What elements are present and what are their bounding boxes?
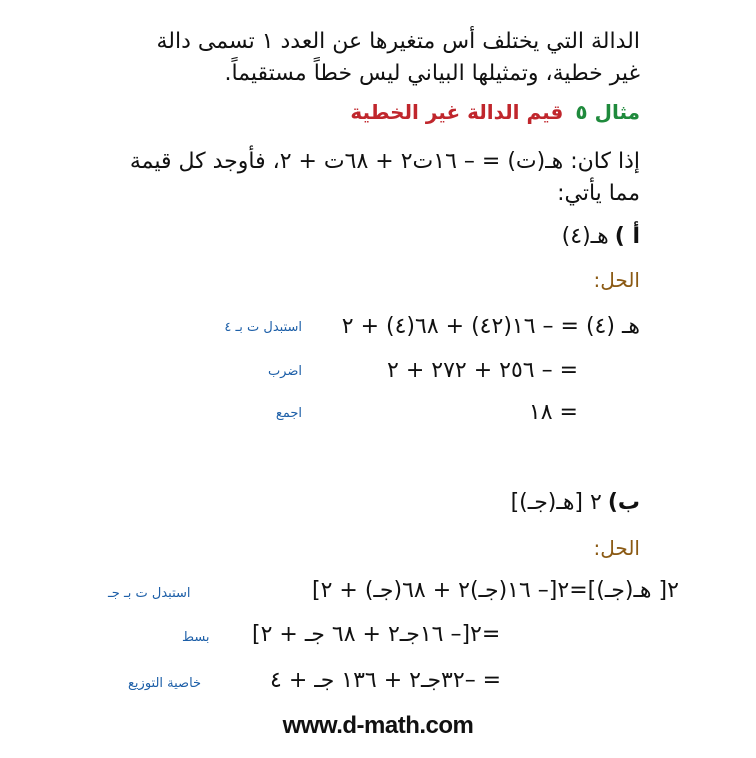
part-a-label: أ ) bbox=[614, 224, 640, 249]
example-title: قيم الدالة غير الخطية bbox=[350, 100, 564, 124]
part-a-expr: هـ(٤) bbox=[561, 224, 609, 249]
question-paragraph bbox=[130, 146, 640, 210]
part-b-solution-label: الحل: bbox=[593, 536, 640, 560]
part-b-step-3: = –٣٢جـ٢ + ١٣٦ جـ + ٤ bbox=[270, 668, 502, 693]
part-a-heading bbox=[562, 224, 640, 249]
intro-paragraph bbox=[156, 26, 640, 90]
part-b-step-1: ٢[ هـ(جـ)]=٢[– ١٦(جـ)٢ + ٦٨(جـ) + ٢] bbox=[312, 578, 679, 603]
part-b-label: ب) bbox=[607, 490, 640, 515]
part-a-step-1: هـ (٤) = – ١٦(٤٢) + ٦٨(٤) + ٢ bbox=[341, 314, 640, 339]
part-a-note-3: اجمع bbox=[275, 406, 302, 421]
part-b-heading bbox=[511, 490, 640, 515]
question-line-2: مما يأتي: bbox=[557, 181, 640, 206]
example-heading bbox=[350, 100, 640, 124]
part-b-note-3: خاصية التوزيع bbox=[128, 676, 202, 691]
part-a-step-2: = – ٢٥٦ + ٢٧٢ + ٢ bbox=[387, 358, 578, 383]
part-b-note-1: استبدل ت بـ جـ bbox=[108, 586, 191, 601]
part-a-note-1: استبدل ت بـ ٤ bbox=[224, 320, 302, 335]
part-b-expr: ٢ [هـ(جـ)] bbox=[510, 490, 602, 515]
part-a-solution-label: الحل: bbox=[593, 268, 640, 292]
part-a-note-2: اضرب bbox=[267, 364, 302, 379]
example-label: مثال ٥ bbox=[575, 100, 640, 124]
intro-line-2: غير خطية، وتمثيلها البياني ليس خطاً مستقيماً. bbox=[224, 61, 640, 86]
part-a-step-3: = ١٨ bbox=[528, 400, 578, 425]
part-b-step-2: =٢[– ١٦جـ٢ + ٦٨ جـ + ٢] bbox=[252, 622, 501, 647]
question-line-1: إذا كان: هـ(ت) = – ١٦ت٢ + ٦٨ت + ٢، فأوجد كل قيمة bbox=[129, 149, 640, 174]
intro-line-1: الدالة التي يختلف أس متغيرها عن العدد ١ تسمى دالة bbox=[156, 29, 640, 54]
watermark: www.d-math.com bbox=[282, 712, 474, 739]
part-b-note-2: بسط bbox=[182, 630, 210, 645]
